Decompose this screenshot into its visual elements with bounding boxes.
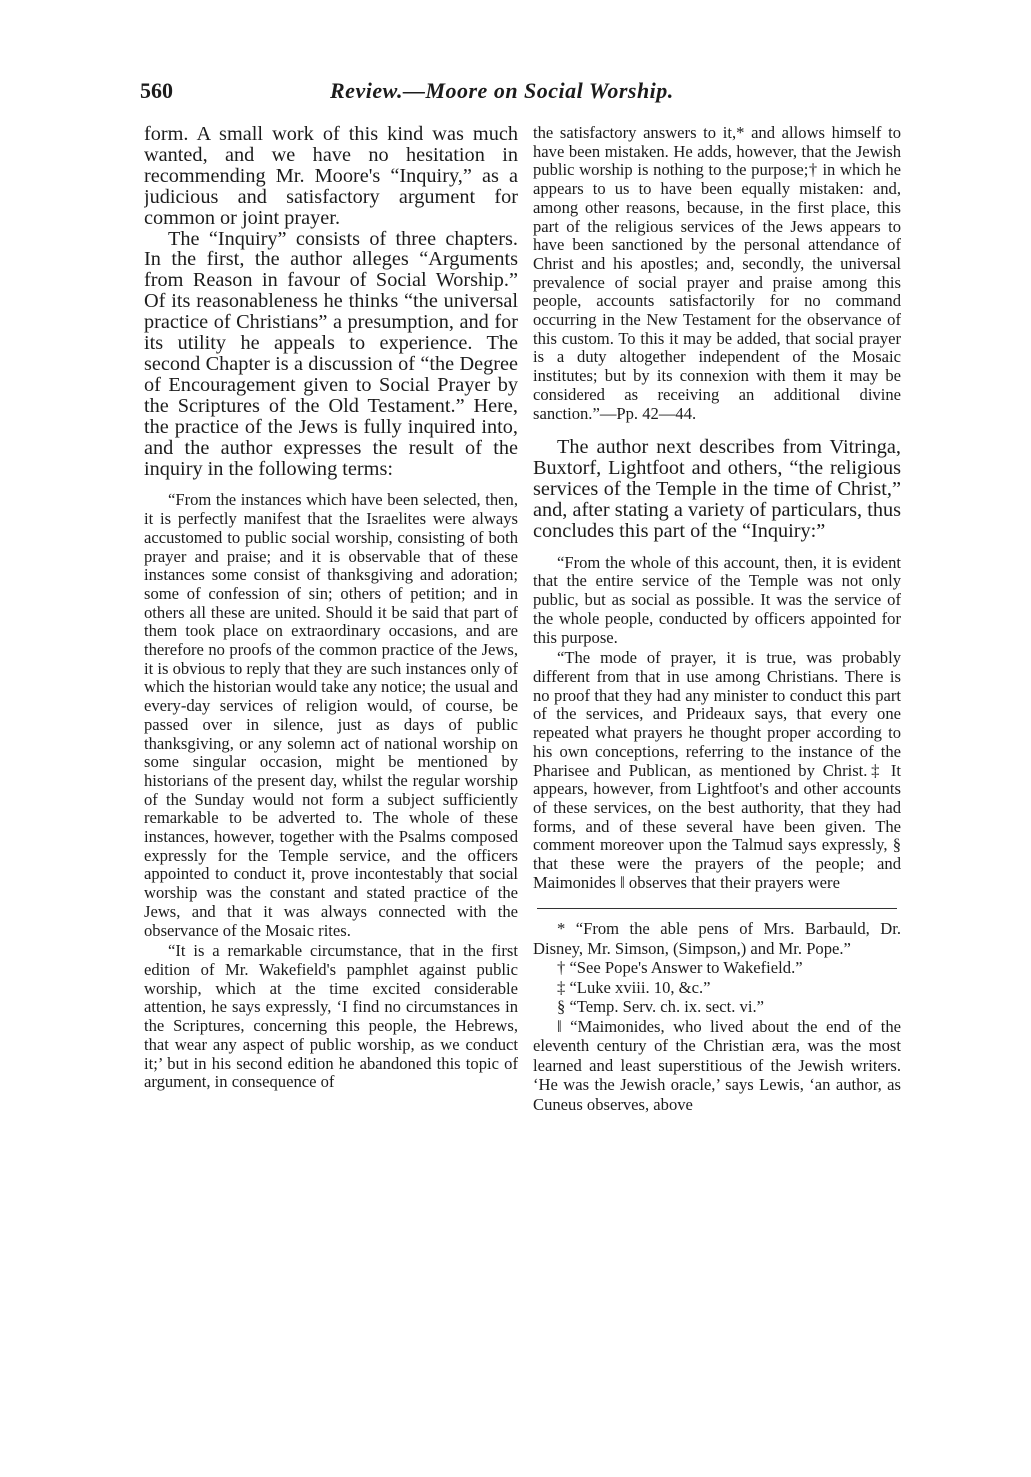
footnote: ‡ “Luke xviii. 10, &c.”: [557, 977, 711, 997]
footnote: † “See Pope's Answer to Wakefield.”: [557, 958, 803, 978]
running-title: Review.—Moore on Social Worship.: [330, 78, 674, 103]
footnote: § “Temp. Serv. ch. ix. sect. vi.”: [557, 997, 764, 1017]
block-quote: “The mode of prayer, it is true, was probably different from that in use among Christians. There is no proof that they had any minister to conduct this part of the services, and Prideaux says, that every one repeated what prayers he thought proper according to his own conceptions, referring to the instance of the Pharisee and Publican, as mentioned by Christ.‡ It appears, however, from Lightfoot's and other accounts of these services, on the best authority, that they had forms, and of these several have been given. The comment moreover upon the Talmud says expressly, § that these were the prayers of the people; and Maimonides ‖ observes that their prayers were: [533, 648, 901, 892]
paragraph: The “Inquiry” consists of three chapters. In the first, the author alleges “Arguments from Reason in favour of Social Worship.” Of its reasonableness he thinks “the universal practice of Christians” a presumption, and for its utility he appeals to experience. The second Chapter is a discussion of “the Degree of Encouragement given to Social Prayer by the Scriptures of the Old Testament.” Here, the practice of the Jews is fully inquired into, and the author expresses the result of the inquiry in the following terms:: [144, 227, 518, 480]
footnotes: [533, 919, 901, 1114]
block-quote: “From the whole of this account, then, it is evident that the entire service of the Temple was not only public, but as social as possible. It was the service of the whole people, conducted by officers appointed for this purpose.: [533, 552, 901, 647]
block-quote: “It is a remarkable circumstance, that in the first edition of Mr. Wakefield's pamphlet against public worship, which at the time excited considerable attention, he says expressly, ‘I find no circumstances in the Scriptures, concerning this people, the Hebrews, that wear any aspect of public worship, as we conduct it;’ but in his second edition he abandoned this topic of argument, in consequence of: [144, 941, 518, 1092]
footnote: * “From the able pens of Mrs. Barbauld, Dr. Disney, Mr. Simson, (Simpson,) and Mr. Pope.”: [533, 919, 901, 958]
footnote-rule: [537, 908, 897, 909]
page-header: [140, 78, 900, 112]
right-column: [533, 124, 901, 1114]
footnote: ‖ “Maimonides, who lived about the end of the eleventh century of the Christian æra, was the most learned and least superstitious of the Jewish writers. ‘He was the Jewish oracle,’ says Lewis, ‘an author, as Cuneus observes, above: [533, 1016, 901, 1114]
paragraph: The author next describes from Vitringa, Buxtorf, Lightfoot and others, “the religious services of the Temple in the time of Christ,” and, after stating a variety of particulars, thus concludes this part of the “Inquiry:”: [533, 436, 901, 542]
paragraph: form. A small work of this kind was much wanted, and we have no hesitation in recommending Mr. Moore's “Inquiry,” as a judicious and satisfactory argument for common or joint prayer.: [144, 124, 518, 229]
block-quote: the satisfactory answers to it,* and allows himself to have been mistaken. He adds, however, that the Jewish public worship is nothing to the purpose;† in which he appears to us to have been equally mistaken: and, among other reasons, because, in the first place, this part of the religious services of the Jews appears to have been sanctioned by the personal attendance of Christ and his apostles; and, secondly, the universal prevalence of social prayer and praise among this people, accounts satisfactorily for no command occurring in the New Testament for the observance of this custom. To this it may be added, that social prayer is a duty altogether independent of the Mosaic institutes; but by its connexion with them it may be considered as receiving an additional divine sanction.”—Pp. 42—44.: [533, 124, 901, 423]
left-column: [144, 124, 518, 1092]
page-number: 560: [140, 78, 173, 103]
block-quote: “From the instances which have been selected, then, it is perfectly manifest that the Israelites were always accustomed to public social worship, consisting of both prayer and praise; and it is observable that of these instances some consist of thanksgiving and adoration; some of confession of sin; others of petition; and in others all these are united. Should it be said that part of them took place on extraordinary occasions, and are therefore no proofs of the common practice of the Jews, it is obvious to reply that they are such instances only of which the historian would take any notice; the usual and every-day services of religion would, of course, be passed over in silence, just as days of public thanksgiving, or any solemn act of national worship on some singular occasion, might be mentioned by historians of the present day, whilst the regular worship of the Sunday would not form a subject sufficiently remarkable to be adverted to. The whole of these instances, however, together with the Psalms composed expressly for the Temple service, and the officers appointed to conduct it, prove incontestably that social worship was the constant and stated practice of the Jews, and that it was always connected with the observance of the Mosaic rites.: [144, 490, 518, 940]
